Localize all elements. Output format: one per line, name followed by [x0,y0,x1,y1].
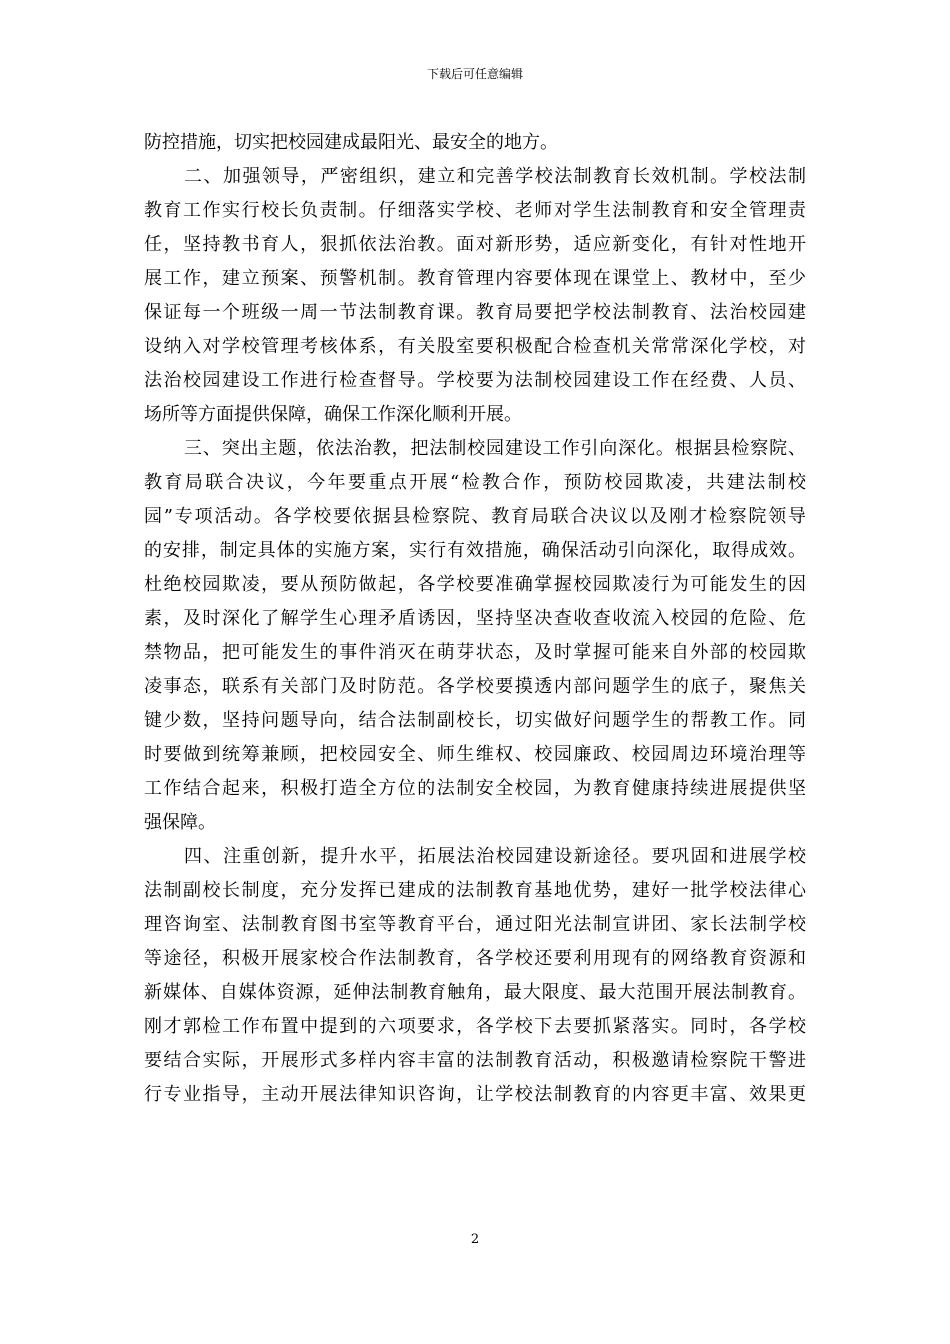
text-line: 三、突出主题，依法治教，把法制校园建设工作引向深化。根据县检察院、 [184,438,806,459]
text-line: 设纳入对学校管理考核体系，有关股室要积极配合检查机关常常深化学校，对 [144,336,806,357]
paragraph [144,840,806,1112]
text-line: 工作结合起来，积极打造全方位的法制安全校园，为教育健康持续进展提供坚 [144,778,806,799]
text-line: 刚才郭检工作布置中提到的六项要求，各学校下去要抓紧落实。同时，各学校 [144,1016,806,1037]
paragraph [144,160,806,432]
text-line: 四、注重创新，提升水平，拓展法治校园建设新途径。要巩固和进展学校 [184,846,806,867]
text-line: 行专业指导，主动开展法律知识咨询，让学校法制教育的内容更丰富、效果更 [144,1084,806,1105]
page-number: 2 [470,1232,480,1247]
text-line: 等途径，积极开展家校合作法制教育，各学校还要利用现有的网络教育资源和 [144,948,806,969]
text-line: 禁物品，把可能发生的事件消灭在萌芽状态，及时掌握可能来自外部的校园欺 [144,642,806,663]
text-line: 教育工作实行校长负责制。仔细落实学校、老师对学生法制教育和安全管理责 [144,200,806,221]
paragraph [144,432,806,840]
text-line: 理咨询室、法制教育图书室等教育平台，通过阳光法制宣讲团、家长法制学校 [144,914,806,935]
text-line: 防控措施，切实把校园建成最阳光、最安全的地方。 [144,132,558,153]
text-line: 素，及时深化了解学生心理矛盾诱因，坚持坚决查收查收流入校园的危险、危 [144,608,806,629]
text-line: 任，坚持教书育人，狠抓依法治教。面对新形势，适应新变化，有针对性地开 [144,234,806,255]
text-line: 保证每一个班级一周一节法制教育课。教育局要把学校法制教育、法治校园建 [144,302,806,323]
text-line: 凌事态，联系有关部门及时防范。各学校要摸透内部问题学生的底子，聚焦关 [144,676,806,697]
text-line: 强保障。 [144,812,216,833]
text-line: 杜绝校园欺凌，要从预防做起，各学校要准确掌握校园欺凌行为可能发生的因 [144,574,806,595]
text-line: 法治校园建设工作进行检查督导。学校要为法制校园建设工作在经费、人员、 [144,370,806,391]
document-body [144,126,806,1112]
text-line: 法制副校长制度，充分发挥已建成的法制教育基地优势，建好一批学校法律心 [144,880,806,901]
text-line: 教育局联合决议，今年要重点开展“检教合作，预防校园欺凌，共建法制校 [144,472,806,493]
text-line: 要结合实际，开展形式多样内容丰富的法制教育活动，积极邀请检察院干警进 [144,1050,806,1071]
page-header: 下载后可任意编辑 [426,67,523,81]
text-line: 新媒体、自媒体资源，延伸法制教育触角，最大限度、最大范围开展法制教育。 [144,982,806,1003]
paragraph [144,126,806,160]
text-line: 二、加强领导，严密组织，建立和完善学校法制教育长效机制。学校法制 [184,166,806,187]
text-line: 时要做到统筹兼顾，把校园安全、师生维权、校园廉政、校园周边环境治理等 [144,744,806,765]
text-line: 场所等方面提供保障，确保工作深化顺利开展。 [144,404,522,425]
text-line: 园”专项活动。各学校要依据县检察院、教育局联合决议以及刚才检察院领导 [144,506,806,527]
text-line: 展工作，建立预案、预警机制。教育管理内容要体现在课堂上、教材中，至少 [144,268,806,289]
text-line: 键少数，坚持问题导向，结合法制副校长，切实做好问题学生的帮教工作。同 [144,710,806,731]
text-line: 的安排，制定具体的实施方案，实行有效措施，确保活动引向深化，取得成效。 [144,540,806,561]
